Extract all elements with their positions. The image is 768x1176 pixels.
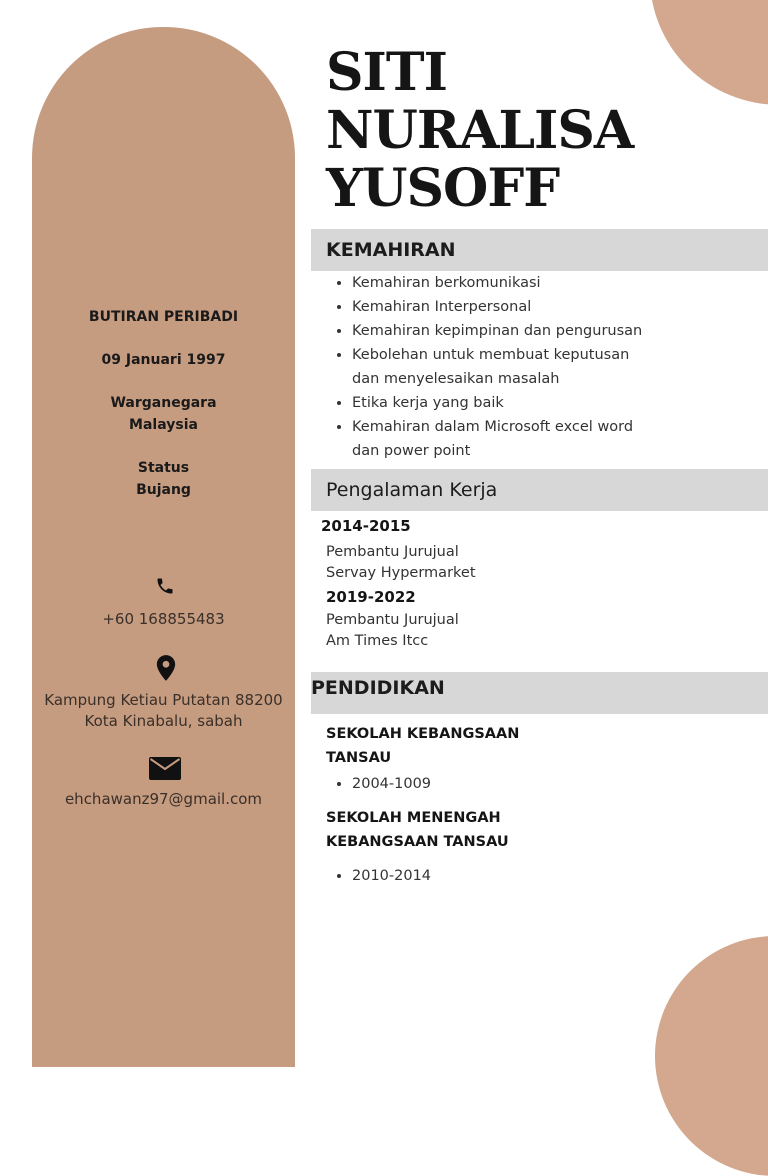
skills-list	[326, 271, 672, 463]
skill-item: • Etika kerja yang baik	[352, 391, 672, 415]
envelope-icon	[149, 757, 181, 780]
school-name	[326, 806, 509, 854]
map-pin-icon	[155, 654, 177, 682]
status-label: Status	[137, 460, 190, 476]
email-address[interactable]: ehchawanz97@gmail.com	[64, 790, 263, 808]
personal-details-heading: BUTIRAN PERIBADI	[88, 309, 239, 325]
skill-item: • Kemahiran kepimpinan dan pengurusan	[352, 319, 672, 343]
full-name	[326, 44, 633, 218]
experience-years: 2019-2022	[326, 588, 416, 606]
skills-title: KEMAHIRAN	[326, 239, 456, 261]
school-name-line-2: KEBANGSAAN TANSAU	[326, 834, 509, 850]
school-years: • 2004-1009	[352, 772, 431, 796]
citizenship-label: Warganegara	[110, 395, 217, 411]
school-years: • 2010-2014	[352, 864, 431, 888]
address-line-1: Kampung Ketiau Putatan 88200	[44, 691, 283, 709]
skill-item: • Kemahiran Interpersonal	[352, 295, 672, 319]
experience-entry	[326, 610, 459, 651]
experience-years: 2014-2015	[321, 517, 411, 535]
decorative-circle-top	[650, 0, 768, 105]
name-line-1: SITI	[326, 42, 447, 103]
experience-title: Pengalaman Kerja	[326, 479, 498, 501]
school-name	[326, 722, 519, 770]
skill-item: • Kebolehan untuk membuat keputusan dan menyelesaikan masalah	[352, 343, 637, 391]
phone-number[interactable]: +60 168855483	[102, 610, 225, 628]
school-name-line-2: TANSAU	[326, 750, 392, 766]
decorative-circle-bottom	[655, 936, 768, 1176]
job-company: Am Times Itcc	[326, 632, 429, 649]
skill-item: • Kemahiran berkomunikasi	[352, 271, 672, 295]
experience-entry	[326, 542, 476, 583]
job-position: Pembantu Jurujual	[326, 612, 459, 628]
sidebar-panel	[32, 27, 295, 1067]
school-years-list	[326, 772, 431, 796]
address	[32, 690, 295, 732]
name-line-2: NURALISA	[326, 100, 634, 161]
phone-icon	[155, 575, 175, 597]
marital-status	[32, 458, 295, 501]
job-position: Pembantu Jurujual	[326, 544, 459, 560]
citizenship-value: Malaysia	[129, 416, 198, 433]
name-line-3: YUSOFF	[326, 158, 560, 219]
date-of-birth: 09 Januari 1997	[101, 352, 226, 368]
address-line-2: Kota Kinabalu, sabah	[84, 712, 243, 730]
job-company: Servay Hypermarket	[326, 564, 476, 581]
citizenship	[32, 393, 295, 436]
education-title: PENDIDIKAN	[311, 677, 445, 699]
school-name-line-1: SEKOLAH KEBANGSAAN	[326, 726, 520, 742]
skill-item: • Kemahiran dalam Microsoft excel word dan power point	[352, 415, 642, 463]
school-years-list	[326, 864, 431, 888]
school-name-line-1: SEKOLAH MENENGAH	[326, 810, 501, 826]
status-value: Bujang	[136, 481, 191, 498]
